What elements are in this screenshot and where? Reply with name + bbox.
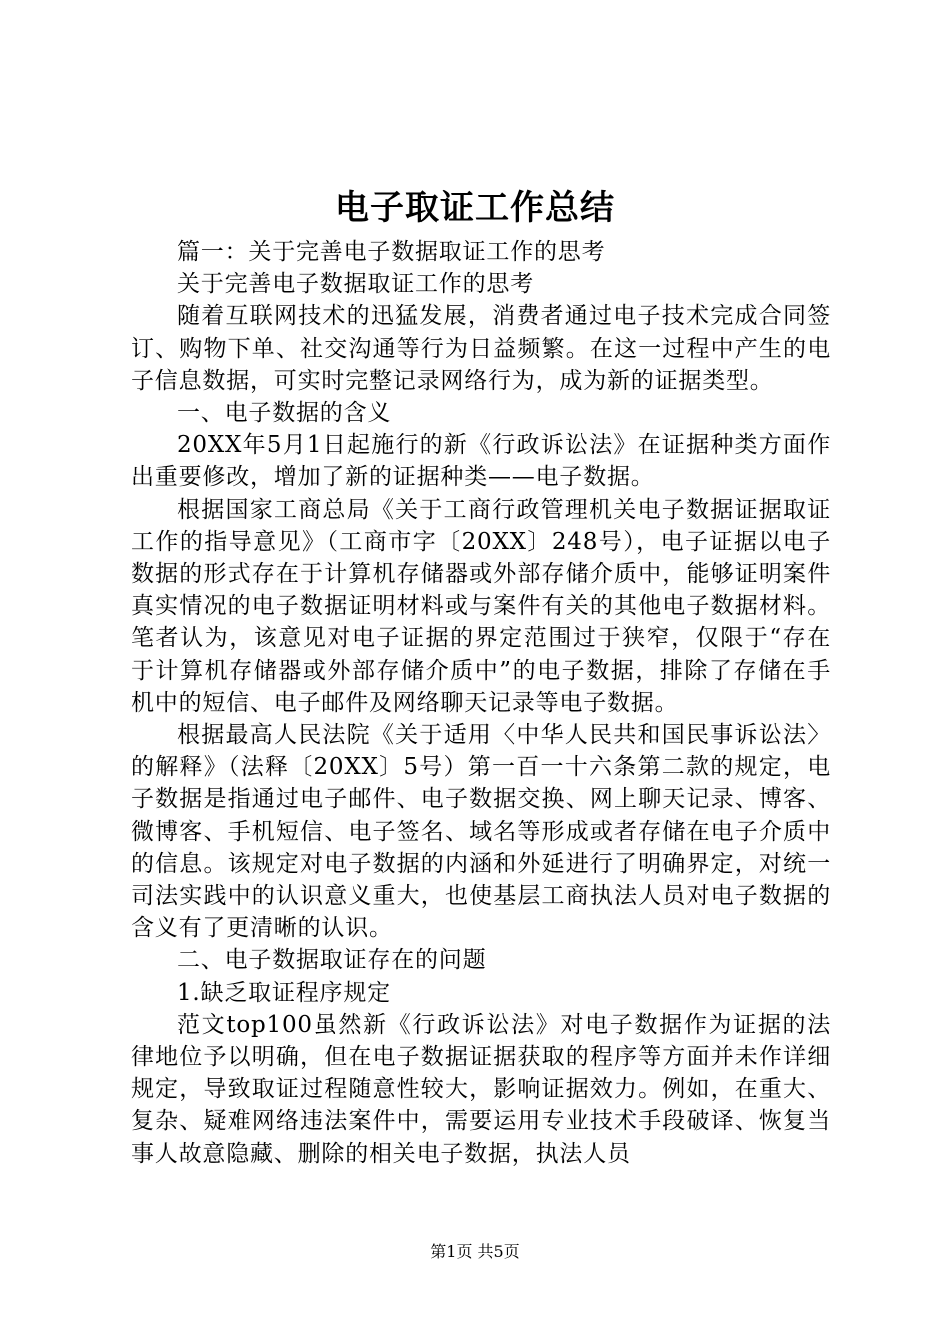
document-body [131, 236, 831, 1170]
page-footer: 第1页 共5页 [430, 1242, 520, 1261]
subsection-heading-1: 1.缺乏取证程序规定 [177, 979, 391, 1006]
paragraph-article-title: 关于完善电子数据取证工作的思考 [177, 271, 534, 298]
paragraph-court-interpretation: 根据最高人民法院《关于适用〈中华人民共和国民事诉讼法〉的解释》（法释〔20XX〕5号）第一百一十六条第二款的规定，电子数据是指通过电子邮件、电子数据交换、网上聊天记录、博客、微博客、手机短信、电子签名、域名等形成或者存储在电子介质中的信息。该规定对电子数据的内涵和外延进行了明确界定，对统一司法实践中的认识意义重大，也使基层工商执法人员对电子数据的含义有了更清晰的认识。 [131, 722, 831, 942]
paragraph-law-change: 20XX年5月1日起施行的新《行政诉讼法》在证据种类方面作出重要修改，增加了新的证据种类——电子数据。 [131, 432, 831, 491]
paragraph-article-heading: 篇一：关于完善电子数据取证工作的思考 [177, 239, 606, 265]
paragraph-intro: 随着互联网技术的迅猛发展，消费者通过电子技术完成合同签订、购物下单、社交沟通等行为日益频繁。在这一过程中产生的电子信息数据，可实时完整记录网络行为，成为新的证据类型。 [131, 303, 831, 394]
section-heading-2: 二、电子数据取证存在的问题 [177, 947, 487, 974]
paragraph-procedure-gap: 范文top100虽然新《行政诉讼法》对电子数据作为证据的法律地位予以明确，但在电子数据证据获取的程序等方面并未作详细规定，导致取证过程随意性较大，影响证据效力。例如，在重大、复杂、疑难网络违法案件中，需要运用专业技术手段破译、恢复当事人故意隐藏、删除的相关电子数据，执法人员 [131, 1011, 831, 1167]
document-title: 电子取证工作总结 [335, 188, 615, 228]
section-heading-1: 一、电子数据的含义 [177, 400, 392, 427]
paragraph-saic-opinion: 根据国家工商总局《关于工商行政管理机关电子数据证据取证工作的指导意见》（工商市字〔20XX〕248号），电子证据以电子数据的形式存在于计算机存储器或外部存储介质中，能够证明案件真实情况的电子数据证明材料或与案件有关的其他电子数据材料。笔者认为，该意见对电子证据的界定范围过于狭窄，仅限于“存在于计算机存储器或外部存储介质中”的电子数据，排除了存储在手机中的短信、电子邮件及网络聊天记录等电子数据。 [131, 496, 831, 716]
